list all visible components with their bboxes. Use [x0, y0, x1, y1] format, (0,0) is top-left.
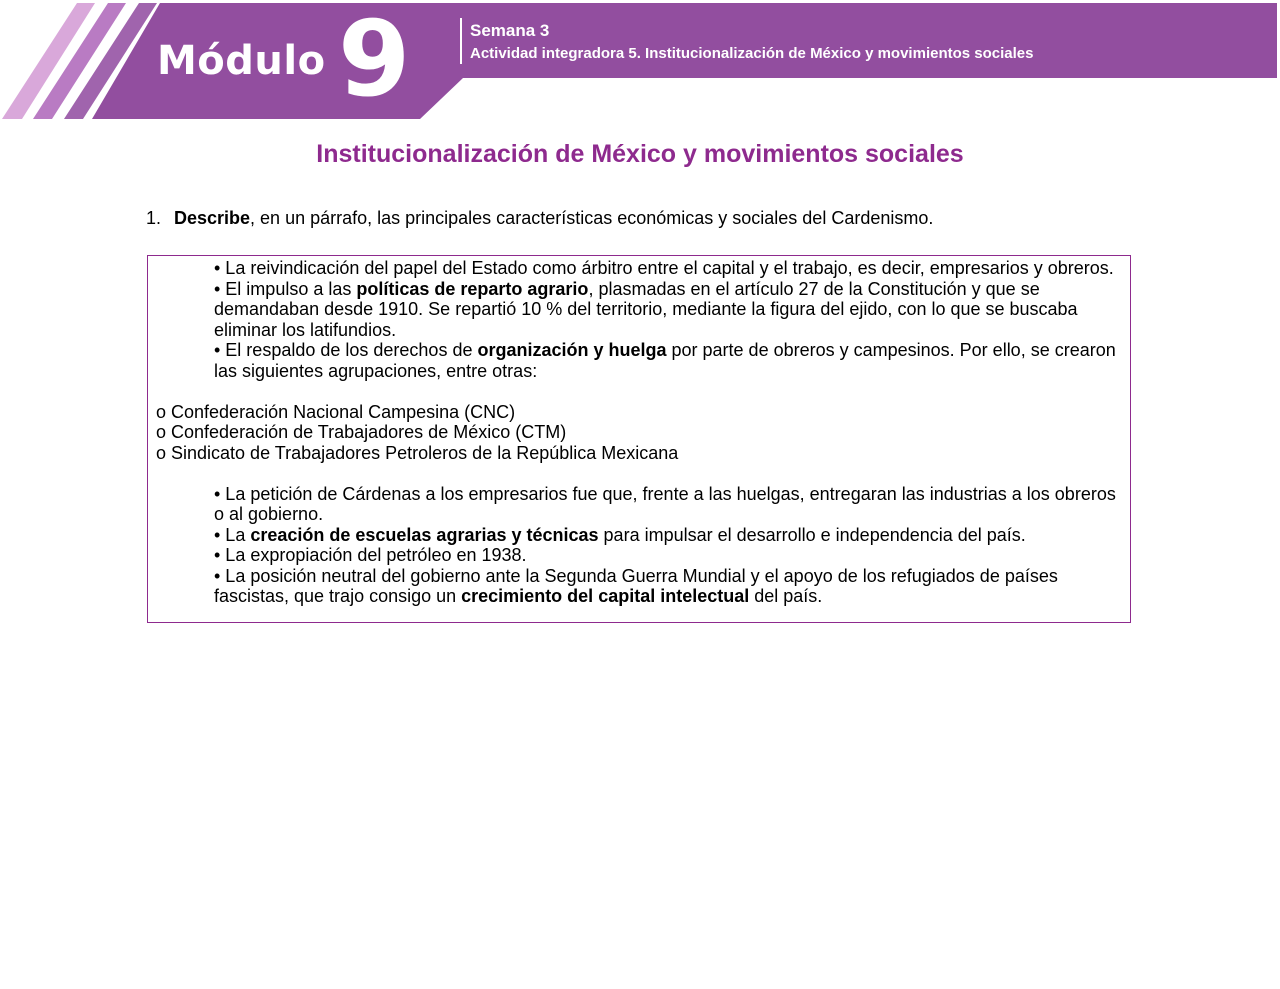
- bullet-2-post: , plasmadas en el artículo 27 de la Constitución y que se demandaban desde 1910. Se repartió 10 % del territorio, mediante la figura del ejido, con lo que se buscaba eliminar los latifundios.: [214, 278, 1078, 340]
- question-text: , en un párrafo, las principales características económicas y sociales del Cardenismo.: [250, 208, 934, 228]
- question-1: [146, 208, 933, 229]
- answer-bullet-7: [156, 566, 1118, 607]
- bullet-2-bold: políticas de reparto agrario: [356, 278, 589, 299]
- answer-bullet-1: • La reivindicación del papel del Estado como árbitro entre el capital y el trabajo, es decir, empresarios y obreros.: [214, 258, 1114, 278]
- bullet-3-post: por parte de obreros y campesinos. Por ello, se crearon las siguientes agrupaciones, entre otras:: [214, 340, 1116, 381]
- spacer: [156, 463, 1118, 484]
- bullet-7-pre: • La posición neutral del gobierno ante la Segunda Guerra Mundial y el apoyo de los refugiados de países fascistas, que trajo consigo un: [214, 565, 1058, 606]
- question-number: 1.: [146, 208, 162, 228]
- question-verb: Describe: [174, 208, 251, 228]
- answer-box: [147, 255, 1131, 623]
- answer-bullet-5: [156, 525, 1118, 546]
- module-header: [0, 0, 1280, 125]
- org-item: o Confederación Nacional Campesina (CNC): [156, 401, 516, 422]
- module-label: Módulo: [157, 38, 326, 84]
- module-number: 9: [338, 0, 411, 120]
- answer-bullet-3: [156, 340, 1118, 381]
- bullet-5-post: para impulsar el desarrollo e independencia del país.: [598, 524, 1026, 545]
- activity-title: Actividad integradora 5. Institucionalización de México y movimientos sociales: [470, 45, 1034, 62]
- bullet-2-pre: • El impulso a las: [214, 278, 357, 299]
- bullet-7-bold: crecimiento del capital intelectual: [461, 586, 750, 606]
- org-item: o Confederación de Trabajadores de México (CTM): [156, 422, 567, 442]
- answer-bullet-2: [156, 279, 1118, 341]
- org-item: o Sindicato de Trabajadores Petroleros de la República Mexicana: [156, 442, 679, 463]
- page-title: Institucionalización de México y movimientos sociales: [316, 140, 964, 168]
- header-divider: [460, 18, 462, 64]
- bullet-3-bold: organización y huelga: [477, 340, 667, 360]
- answer-bullet-4: • La petición de Cárdenas a los empresarios fue que, frente a las huelgas, entregaran las industrias a los obreros o al gobierno.: [214, 483, 1116, 524]
- bullet-5-pre: • La: [214, 524, 251, 545]
- bullet-7-post: del país.: [749, 586, 823, 606]
- spacer: [156, 381, 1118, 402]
- bullet-3-pre: • El respaldo de los derechos de: [214, 340, 478, 360]
- answer-bullet-6: • La expropiación del petróleo en 1938.: [214, 545, 527, 565]
- bullet-5-bold: creación de escuelas agrarias y técnicas: [250, 524, 599, 545]
- week-label: Semana 3: [470, 21, 550, 40]
